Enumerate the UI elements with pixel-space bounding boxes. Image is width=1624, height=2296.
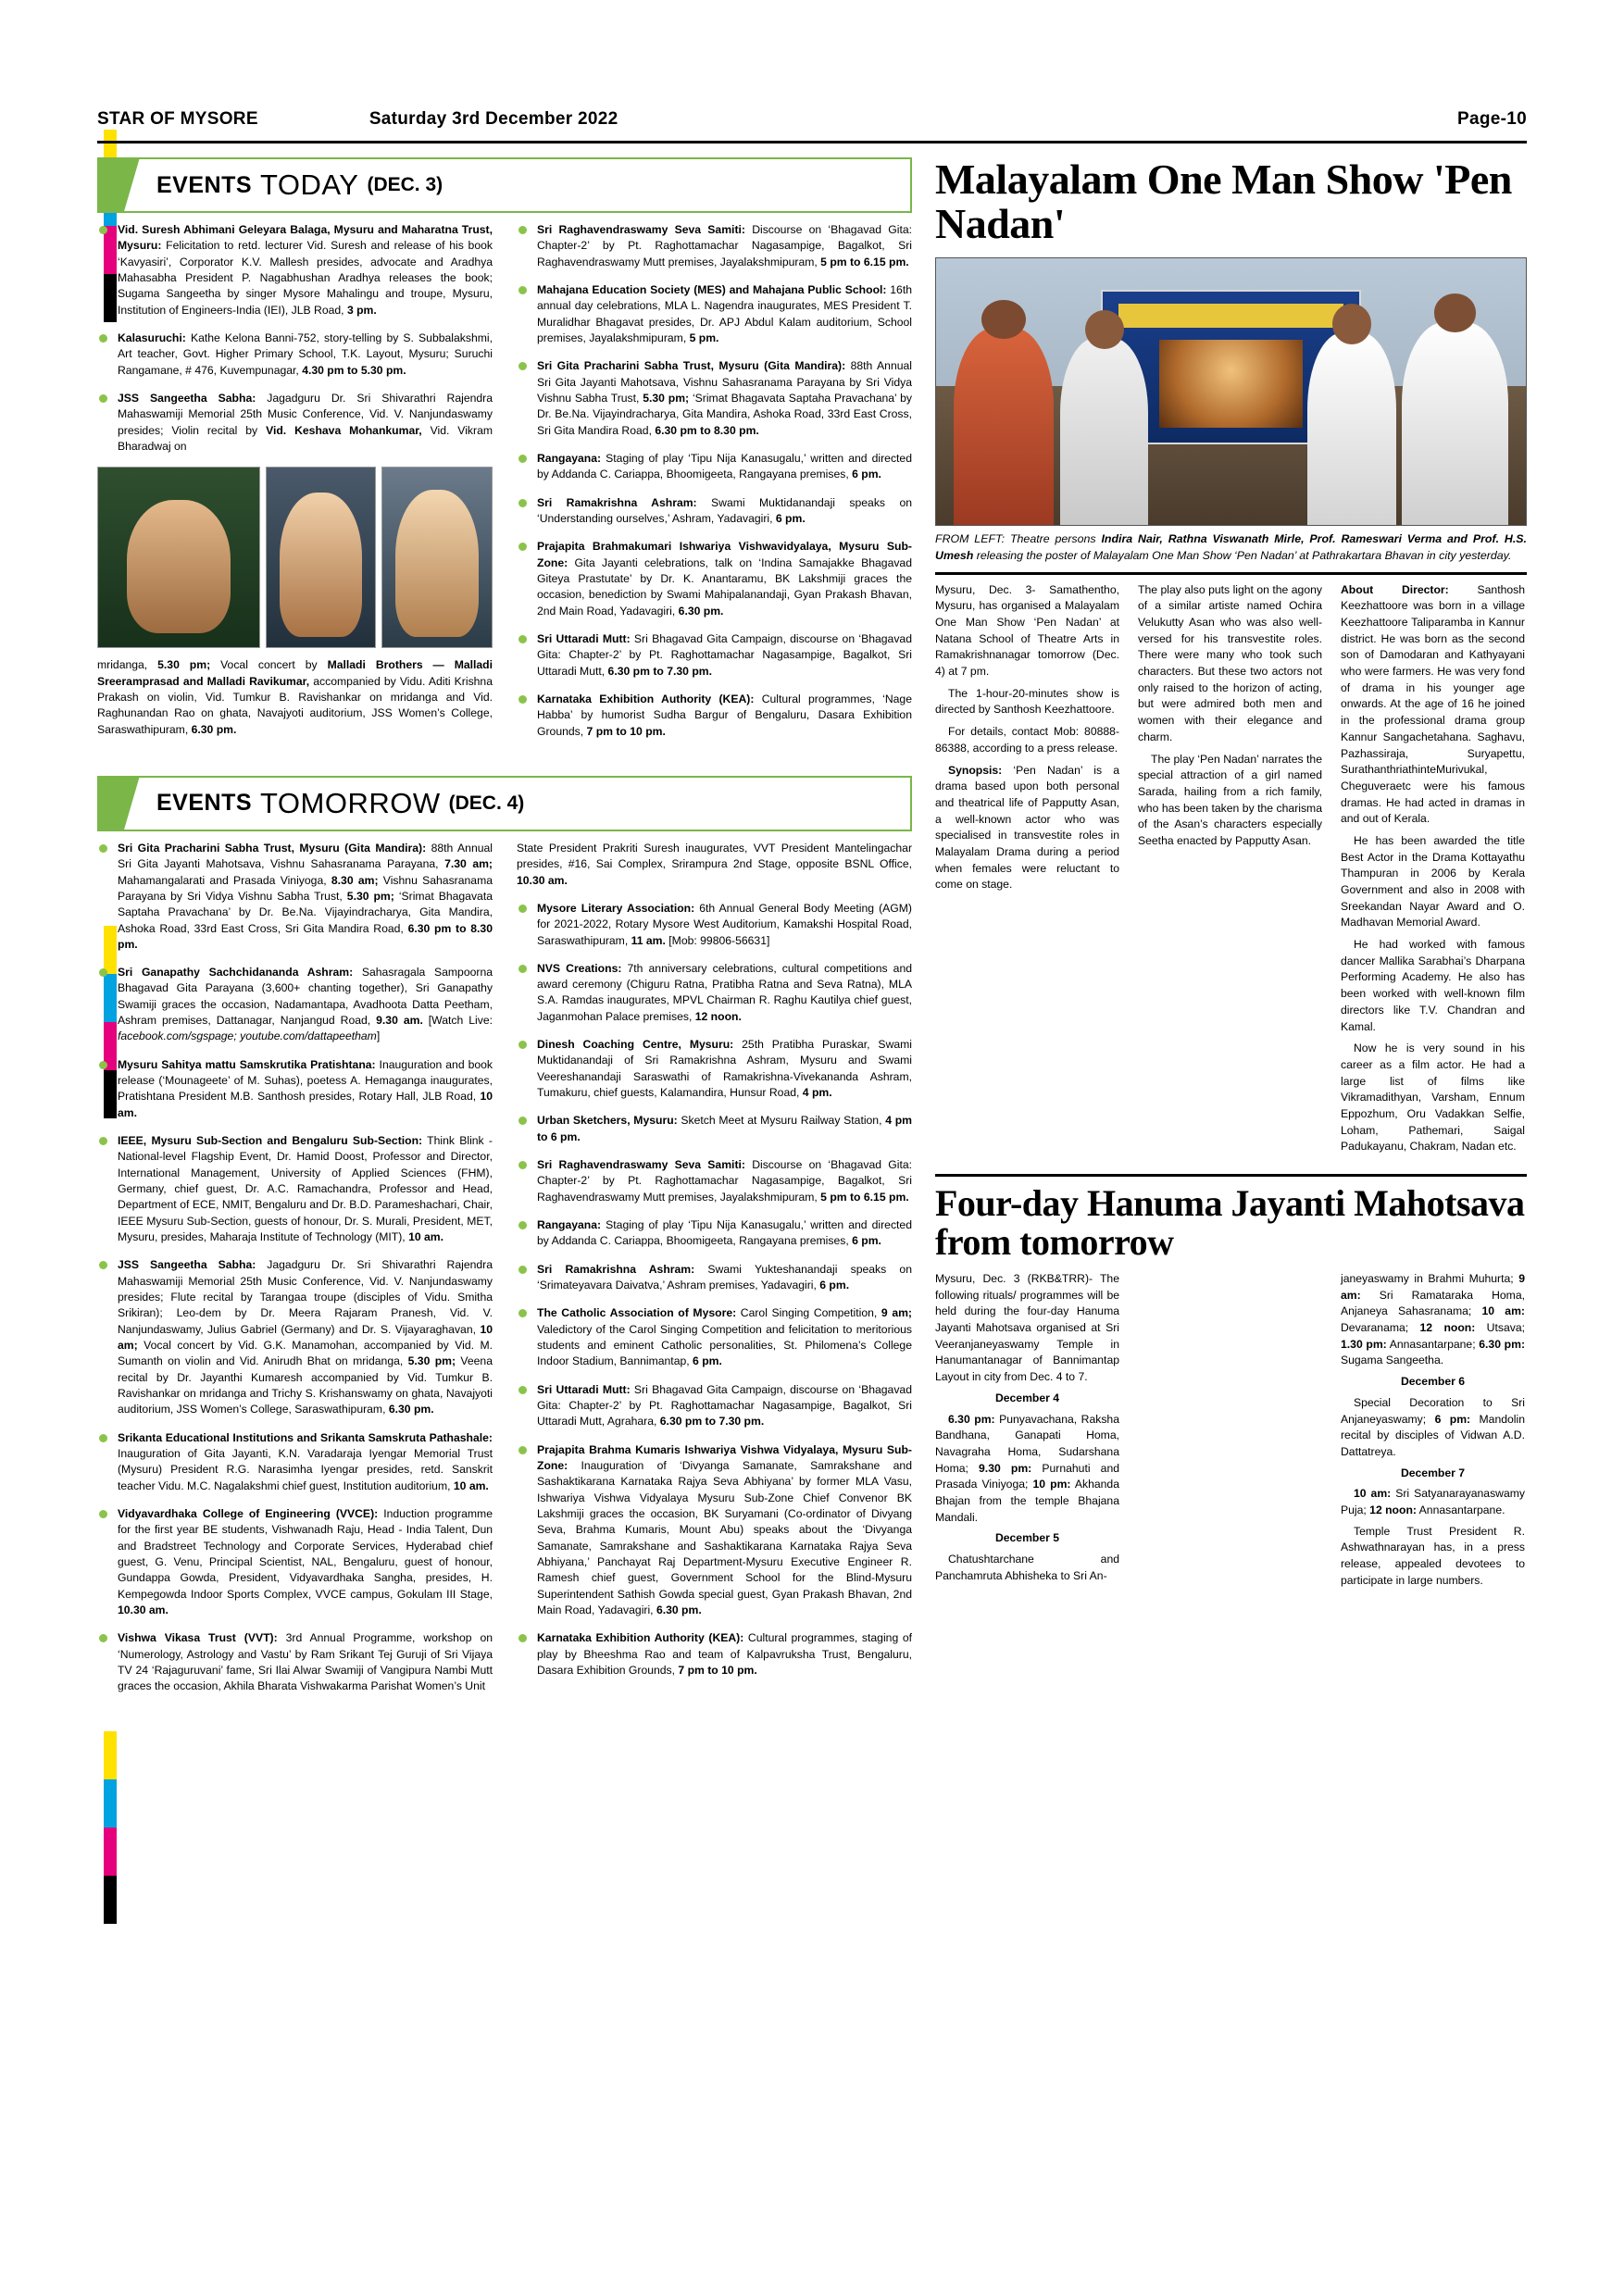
list-item: Urban Sketchers, Mysuru: Sketch Meet at Mysuru Railway Station, 4 pm to 6 pm.	[517, 1113, 912, 1145]
paragraph: 10 am: Sri Satyanarayanaswamy Puja; 12 noon: Annasantarpane.	[1341, 1487, 1525, 1516]
events-tomorrow-continuation: State President Prakriti Suresh inaugurates, VVT President Mantelingachar presides, #16, Sai Complex, Srirampura 2nd Stage, opposite BSNL Office, 10.30 am.	[517, 841, 912, 887]
paragraph: 6.30 pm: Punyavachana, Raksha Bandhana, Ganapati Homa, Navagraha Homa, Sudarshana Homa; 9.30 pm: Purnahuti and Prasada Viniyoga; 10 pm: Akhanda Bhajan from the temple Bhajana Mandali.	[935, 1412, 1119, 1524]
subheading: December 5	[994, 1531, 1060, 1545]
story1-col-3	[1341, 582, 1525, 1161]
paragraph: He has been awarded the title Best Actor in the Drama Kottayathu Thampuran in 2006 by Kerala Government and also in 2008 with Sreekandan Nayar Award and O. Madhavan Memorial Award.	[1341, 833, 1525, 930]
paragraph: Now he is very sound in his career as a film actor. He had a large list of films like Vikramadithyan, Varsham, Ennum Eppozhum, Oru Vadakkan Selfie, Loham, Pathemari, Saigal Padukayanu, Chakram, Nadan etc.	[1341, 1042, 1525, 1154]
registration-bars-bottom	[104, 1731, 117, 1924]
divider-rule-2	[935, 1174, 1527, 1177]
list-item: Mahajana Education Society (MES) and Mahajana Public School: 16th annual day celebrations, MLA L. Nagendra inaugurates, MES President T. Muralidhar Bhagavat presides, Dr. APJ Abdul Kalam auditorium, School premises, Jayalakshmipuram, 5 pm.	[517, 282, 912, 346]
list-item: Prajapita Brahmakumari Ishwariya Vishwavidyalaya, Mysuru Sub-Zone: Gita Jayanti celebrations, talk on ‘Indina Samajakke Bhagavad Giteya Prastutate’ by Dr. K. Anantaramu, BK Lakshmiji graces the occasion, benediction by Swami Mahipalanandaji, Gyan Prakash Bhavan, 2nd Main Road, Yadavagiri, 6.30 pm.	[517, 539, 912, 619]
events-tomorrow-list-2	[517, 901, 912, 1678]
events-today-continuation: mridanga, 5.30 pm; Vocal concert by Malladi Brothers — Malladi Sreeramprasad and Malladi Ravikumar, accompanied by Vidu. Aditi Krishna Prakash on violin, Vid. Tumkur B. Ravishankar on mridanga and Vid. Raghunandan Rao on ghata, Navajyoti auditorium, JSS Women’s College, Saraswathipuram, 6.30 pm.	[97, 658, 493, 736]
subheading: December 4	[994, 1391, 1060, 1404]
photo-violinist	[97, 467, 260, 648]
story2-col-1	[935, 1271, 1119, 1589]
story1-col-2	[1138, 582, 1322, 899]
events-tomorrow-date: (DEC. 4)	[448, 792, 525, 814]
right-column	[935, 157, 1527, 1593]
events-today-banner	[97, 157, 912, 213]
masthead	[97, 109, 1527, 130]
events-tomorrow-list-1	[97, 841, 493, 1695]
list-item: Sri Ganapathy Sachchidananda Ashram: Sahasragala Sampoorna Bhagavad Gita Parayana (3,600+ chanting together), Sri Ganapathy Swamiji graces the occasion, Nadamantapa, Avadhoota Datta Peetham, Ashram premises, Dattanagar, Nanjangud Road, 9.30 am. [Watch Live: facebook.com/sgspage; youtube.com/dattapeetham]	[97, 965, 493, 1045]
paragraph: About Director: Santhosh Keezhattoore was born in a village Keezhattoore Taliparamba in Kannur district. He was born as the second son of Damodaran and Kathyayani who were farmers. He was very fond of drama in his younger age onwards. At the age of 16 he joined in the professional drama group Kannur Sangachetahana. Saghavu, Pazhassiraja, Suryapettu, SurathanthriathinteMurivukal, Cheguveraetc were his famous dramas. He had acted in dramas in and out of Kerala.	[1341, 582, 1526, 826]
events-today-label: EVENTS	[156, 171, 253, 198]
list-item: Vidyavardhaka College of Engineering (VVCE): Induction programme for the first year BE students, Vishwanadh Raju, Head - India Talent, Dun and Bradstreet Technology and Corporate Services, Hyderabad chief guest, G. Venu, Principal Scientist, NAL, Bengaluru, guest of honour, Gundappa Gowda, President, Vidyavardhaka Sangha, presides, H. Kempegowda Indoor Sports Complex, VVCE campus, Gokulam III Stage, 10.30 am.	[97, 1506, 493, 1618]
story1-col-1	[935, 582, 1119, 899]
list-item: Sri Raghavendraswamy Seva Samiti: Discourse on ‘Bhagavad Gita: Chapter-2’ by Pt. Raghottamachar Nagasampige, Bagalkot, Sri Raghavendraswamy Mutt premises, Jayalakshmipuram, 5 pm to 6.15 pm.	[517, 1157, 912, 1205]
musician-photo-row	[97, 467, 493, 648]
subheading: December 7	[1400, 1466, 1466, 1479]
subheading: December 6	[1400, 1375, 1466, 1389]
list-item: Sri Raghavendraswamy Seva Samiti: Discourse on ‘Bhagavad Gita: Chapter-2’ by Pt. Raghottamachar Nagasampige, Bagalkot, Sri Raghavendraswamy Mutt premises, Jayalakshmipuram, 5 pm to 6.15 pm.	[517, 222, 912, 270]
events-today-list-2	[517, 222, 912, 740]
story2-col-3	[1341, 1271, 1525, 1593]
paragraph: The play ‘Pen Nadan’ narrates the special attraction of a girl named Sarada, hailing from a rich family, who has been taken by the charisma of the Asan’s characters especially Seetha enacted by Papputty Asan.	[1138, 752, 1322, 847]
list-item: JSS Sangeetha Sabha: Jagadguru Dr. Sri Shivarathri Rajendra Mahaswamiji Memorial 25th Music Conference, Vid. V. Nanjundaswamy presides; Violin recital by Vid. Keshava Mohankumar, Vid. Vikram Bharadwaj on	[97, 391, 493, 455]
list-item: Rangayana: Staging of play ‘Tipu Nija Kanasugalu,’ written and directed by Addanda C. Cariappa, Bhoomigeeta, Rangayana premises, 6 pm.	[517, 451, 912, 483]
list-item: Sri Uttaradi Mutt: Sri Bhagavad Gita Campaign, discourse on ‘Bhagavad Gita: Chapter-2’ by Pt. Raghottamachar Nagasampige, Bagalkot, Sri Uttaradi Mutt, Agrahara, 6.30 pm to 7.30 pm.	[517, 1382, 912, 1430]
list-item: Vid. Suresh Abhimani Geleyara Balaga, Mysuru and Maharatna Trust, Mysuru: Felicitation to retd. lecturer Vid. Suresh and release of his book ‘Kavyasiri’, Corporator K.V. Mallesh presides, advocate and Aradhya Mahasabha President P. Nagabhushan Aradhya releases the book; Sugama Sangeetha by singer Mysore Mahalingu and troupe, Mysuru, Institution of Engineers-India (IEI), JLB Road, 3 pm.	[97, 222, 493, 318]
divider-rule-1	[935, 572, 1527, 575]
list-item: Prajapita Brahma Kumaris Ishwariya Vishwa Vidyalaya, Mysuru Sub-Zone: Inauguration of ‘Divyanga Samanate, Samrakshane and Sashaktikarana Karnataka Rajya Seva Abhiyana’ by former MLA Vasu, Ishwariya Vishwa Vidyalaya Mysuru Sub-Zone Chief Convenor BK Lakshmiji graces the occasion, BK Suryamani (Co-ordinator of Divyang Seva, Brahma Kumaris, Mount Abu) speaks about the ‘Divyanga Samanate, Samrakshane and Sashaktikarana Karnataka Rajya Seva Abhiyana,’ Panchayat Raj Department-Mysuru Executive Engineer R. Ramesh chief guest, Government School for the Blind-Mysuru Superintendent Sathish Gowda special guest, Gyan Prakash Bhavan, 2nd Main Road, Yadavagiri, 6.30 pm.	[517, 1442, 912, 1619]
events-today-column-1	[97, 222, 493, 752]
list-item: Kalasuruchi: Kathe Kelona Banni-752, story-telling by S. Subbalakshmi, Art teacher, Govt. Higher Primary School, T.K. Layout, Mysuru; Suruchi Rangamane, # 476, Kuvempunagar, 4.30 pm to 5.30 pm.	[97, 331, 493, 379]
paragraph: Mysuru, Dec. 3 (RKB&TRR)- The following rituals/ programmes will be held during the four-day Hanuma Jayanti Mahotsava organised at Sri Veeranjaneyaswamy Temple in Hanumantanagar of Bannimantap Layout in city from Dec. 4 to 7.	[935, 1272, 1119, 1384]
paragraph: The 1-hour-20-minutes show is directed by Santhosh Keezhattoore.	[935, 686, 1119, 717]
story2-headline: Four-day Hanuma Jayanti Mahotsava from tomorrow	[935, 1182, 1525, 1263]
events-today-when: TODAY	[260, 168, 359, 201]
list-item: JSS Sangeetha Sabha: Jagadguru Dr. Sri Shivarathri Rajendra Mahaswamiji Memorial 25th Music Conference, Vid. V. Nanjundaswamy presides; Flute recital by Tarangaa troupe (disciples of Vidu. Smitha Srikiran); Leo-dem by Dr. Meera Rajaram Pranesh, Vid. V. Nanjundaswamy, Julius Gabriel (Germany) and Dr. S. Vijayaraghavan, 10 am; Vocal concert by Vid. G.K. Manamohan, accompanied by Vid. M. Sumanth on violin and Vid. Anirudh Bhat on mridanga, 5.30 pm; Veena recital by Dr. Jayanthi Kumaresh accompanied by Vid. Tumkur B. Ravishankar on mridanga and Trichy S. Krishanswamy on ghata, Navajyoti auditorium, JSS Women’s College, Saraswathipuram, 6.30 pm.	[97, 1257, 493, 1417]
list-item: Karnataka Exhibition Authority (KEA): Cultural programmes, ‘Nage Habba’ by humorist Sudha Bargur of Bengaluru, Dasara Exhibition Grounds, 7 pm to 10 pm.	[517, 692, 912, 740]
events-section	[97, 157, 912, 1707]
list-item: Sri Ramakrishna Ashram: Swami Yukteshanandaji speaks on ‘Srimateyavara Daivatva,’ Ashram premises, Yadavagiri, 6 pm.	[517, 1262, 912, 1294]
list-item: Mysuru Sahitya mattu Samskrutika Pratishtana: Inauguration and book release (‘Mounageete’ of M. Suhas), poetess A. Hemaganga inaugurates, Pratishtana President M.B. Santhosh presides, Rotary Hall, JLB Road, 10 am.	[97, 1057, 493, 1121]
paragraph: janeyaswamy in Brahmi Muhurta; 9 am: Sri Ramataraka Homa, Anjaneya Sahasranama; 10 am: Devaranama; 12 noon: Utsava; 1.30 pm: Annasantarpane; 6.30 pm: Sugama Sangeetha.	[1341, 1272, 1526, 1367]
list-item: Dinesh Coaching Centre, Mysuru: 25th Pratibha Puraskar, Swami Muktidanandaji of Sri Ramakrishna Ashram, Mysuru and Swami Veereshanandaji Saraswathi of Ramakrishna-Vivekananda Ashram, Tumakuru, chief guests, Kalamandira, Hunsur Road, 4 pm.	[517, 1037, 912, 1101]
story1-body-left	[935, 582, 1322, 1161]
list-item: NVS Creations: 7th anniversary celebrations, cultural competitions and award ceremony (Chiguru Ratna, Pratibha Ratna and Seva Ratna), MLA S.A. Ramdas inaugurates, MPVL Chairman R. Raghu Kautilya chief guest, Jaganmohan Palace premises, 12 noon.	[517, 961, 912, 1025]
paragraph: He had worked with famous dancer Mallika Sarabhai’s Dharpana Performing Academy. He also has been worked with well-known film directors like T.V. Chandran and Kamal.	[1341, 938, 1525, 1033]
list-item: Rangayana: Staging of play ‘Tipu Nija Kanasugalu,’ written and directed by Addanda C. Cariappa, Bhoomigeeta, Rangayana premises, 6 pm.	[517, 1217, 912, 1250]
events-tomorrow-column-2	[517, 841, 912, 1707]
photo-poster-release	[935, 257, 1527, 526]
paragraph: The play also puts light on the agony of a similar artiste named Ochira Velukutty Asan who was also well-versed for his transvestite roles. There were many who took such characters. But these two actors not only raised to the horizon of acting, but were admired both men and women with their elegance and charm.	[1138, 582, 1322, 743]
list-item: Sri Uttaradi Mutt: Sri Bhagavad Gita Campaign, discourse on ‘Bhagavad Gita: Chapter-2’ by Pt. Raghottamachar Nagasampige, Bagalkot, Sri Uttaradi Mutt, 6.30 pm to 7.30 pm.	[517, 631, 912, 680]
masthead-date: Saturday 3rd December 2022	[369, 109, 618, 129]
list-item: Srikanta Educational Institutions and Srikanta Samskruta Pathashale: Inauguration of Gita Jayanti, K.N. Varadaraja Iyengar Memorial Trust (Mysuru) President R.G. Narasimha Iyengar presides, retd. Sanskrit teacher Vidu. M.C. Nagalakshmi chief guest, Institution auditorium, 10 am.	[97, 1430, 493, 1494]
paragraph: Temple Trust President R. Ashwathnarayan has, in a press release, appealed devotees to participate in large numbers.	[1341, 1524, 1525, 1587]
story1-caption: FROM LEFT: Theatre persons Indira Nair, Rathna Viswanath Mirle, Prof. Rameswari Verma and Prof. H.S. Umesh releasing the poster of Malayalam One Man Show ‘Pen Nadan’ at Pathrakartara Bhavan in city yesterday.	[935, 531, 1527, 562]
list-item: Sri Gita Pracharini Sabha Trust, Mysuru (Gita Mandira): 88th Annual Sri Gita Jayanti Mahotsava, Vishnu Sahasranama Parayana, 7.30 am; Mahamangalarati and Prasada Viniyoga, 8.30 am; Vishnu Sahasranama Parayana by Sri Vidya Vishnu Sabha Trust, 5.30 pm; ‘Srimat Bhagavata Saptaha Pravachana’ by Dr. Be.Na. Vijayindracharya, Gita Mandira, Ashoka Road, 33rd East Cross, Sri Gita Mandira Road, 6.30 pm to 8.30 pm.	[97, 841, 493, 953]
events-today-date: (DEC. 3)	[367, 174, 443, 195]
paragraph: Special Decoration to Sri Anjaneyaswamy; 6 pm: Mandolin recital by disciples of Vidwan A.D. Dattatreya.	[1341, 1395, 1525, 1458]
story2-col-2	[1138, 1271, 1322, 1589]
photo-malladi-brother-2	[381, 467, 493, 648]
paragraph: Chatushtarchane and Panchamruta Abhisheka to Sri An-	[935, 1553, 1119, 1582]
events-tomorrow-label: EVENTS	[156, 790, 253, 817]
paragraph: Synopsis: ‘Pen Nadan’ is a drama based upon both personal and theatrical life of Papputty Asan, a well-known actor who was specialised in transvestite roles in Malayalam Drama during a period when females were reluctant to come on stage.	[935, 763, 1119, 892]
masthead-page-number: Page-10	[1457, 109, 1527, 129]
masthead-rule	[97, 141, 1527, 144]
story1-headline: Malayalam One Man Show 'Pen Nadan'	[935, 156, 1512, 247]
paragraph: Mysuru, Dec. 3- Samathentho, Mysuru, has organised a Malayalam One Man Show ‘Pen Nadan’ at Natana School of Theatre Arts in Ramakrishnanagar tomorrow (Dec. 4) at 7 pm.	[935, 582, 1119, 679]
list-item: Sri Ramakrishna Ashram: Swami Muktidanandaji speaks on ‘Understanding ourselves,’ Ashram, Yadavagiri, 6 pm.	[517, 495, 912, 528]
events-tomorrow-banner	[97, 776, 912, 831]
events-tomorrow-when: TOMORROW	[260, 786, 441, 819]
list-item: IEEE, Mysuru Sub-Section and Bengaluru Sub-Section: Think Blink - National-level Flagship Event, Dr. Hamid Doost, Professor and Director, International Management, University of Applied Sciences (FHM), Germany, chief guest, Dr. A.C. Ramachandra, Professor and Head, Department of ECE, NMIT, Bengaluru and Dr. B.D. Parameshachari, Chair, IEEE Mysuru Sub-Section, guests of honour, Dr. S. Murali, President, MET, Mysuru, presides, Maharaja Institute of Technology (MIT), 10 am.	[97, 1133, 493, 1245]
events-today-list-1	[97, 222, 493, 455]
list-item: Vishwa Vikasa Trust (VVT): 3rd Annual Programme, workshop on ‘Numerology, Astrology and Vastu’ by Ram Srikant Tej Guruji of Sri Vijaya TV 24 ‘Rajaguruvani’ fame, Sri Ilai Alwar Swamiji of Vangipura Nambi Mutt graces the occasion, Akhila Bharata Vishwakarma Parishat Women’s Unit	[97, 1630, 493, 1694]
paragraph: For details, contact Mob: 80888-86388, according to a press release.	[935, 725, 1119, 755]
events-today-column-2	[517, 222, 912, 752]
photo-malladi-brother-1	[266, 467, 376, 648]
list-item: Mysore Literary Association: 6th Annual General Body Meeting (AGM) for 2021-2022, Rotary Mysore West Auditorium, Kamakshi Hospital Road, Saraswathipuram, 11 am. [Mob: 99806-56631]	[517, 901, 912, 949]
list-item: Karnataka Exhibition Authority (KEA): Cultural programmes, staging of play by Bheeshma Rao and team of Kalpavruksha Trust, Bengaluru, Dasara Exhibition Grounds, 7 pm to 10 pm.	[517, 1630, 912, 1678]
masthead-publication: STAR OF MYSORE	[97, 109, 258, 129]
events-tomorrow-column-1	[97, 841, 493, 1707]
list-item: Sri Gita Pracharini Sabha Trust, Mysuru (Gita Mandira): 88th Annual Sri Gita Jayanti Mahotsava, Vishnu Sahasranama Parayana by Sri Vidya Vishnu Sabha Trust, 5.30 pm; ‘Srimat Bhagavata Saptaha Pravachana’ by Dr. Be.Na. Vijayindracharya, Gita Mandira, Ashoka Road, 33rd East Cross, Sri Gita Mandira Road, 6.30 pm to 8.30 pm.	[517, 358, 912, 439]
list-item: The Catholic Association of Mysore: Carol Singing Competition, 9 am; Valedictory of the Carol Singing Competition and felicitation to meritorious students and eminent Catholic personalities, St. Philomena’s College Indoor Stadium, Bannimantap, 6 pm.	[517, 1305, 912, 1369]
